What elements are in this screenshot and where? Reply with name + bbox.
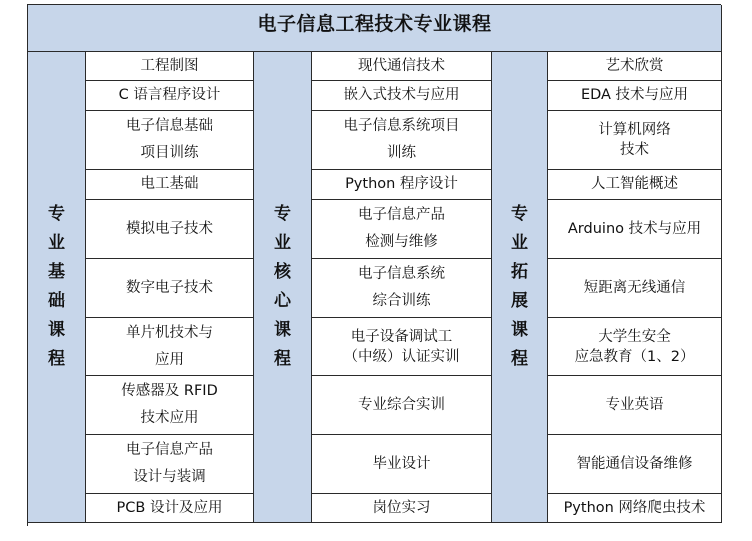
basic-course: PCB 设计及应用 <box>86 494 254 523</box>
core-course: 专业综合实训 <box>312 376 492 435</box>
extension-course: 计算机网络 技术 <box>548 111 722 170</box>
extension-course: 专业英语 <box>548 376 722 435</box>
basic-course: 电工基础 <box>86 170 254 200</box>
extension-course: 大学生安全 应急教育（1、2） <box>548 318 722 376</box>
core-course: 电子设备调试工 （中级）认证实训 <box>312 318 492 376</box>
category-core: 专业核心课程 <box>254 52 312 523</box>
table-title: 电子信息工程技术专业课程 <box>28 5 722 52</box>
basic-course: 模拟电子技术 <box>86 200 254 259</box>
core-course: 电子信息系统项目 训练 <box>312 111 492 170</box>
extension-course: Arduino 技术与应用 <box>548 200 722 259</box>
extension-course: EDA 技术与应用 <box>548 81 722 111</box>
core-course: Python 程序设计 <box>312 170 492 200</box>
extension-course: 人工智能概述 <box>548 170 722 200</box>
extension-course: 短距离无线通信 <box>548 259 722 318</box>
extension-course: 智能通信设备维修 <box>548 435 722 494</box>
basic-course: 传感器及 RFID 技术应用 <box>86 376 254 435</box>
curriculum-table <box>27 4 721 526</box>
basic-course: 电子信息基础 项目训练 <box>86 111 254 170</box>
category-basic: 专业基础课程 <box>28 52 86 523</box>
extension-course: Python 网络爬虫技术 <box>548 494 722 523</box>
category-extension: 专业拓展课程 <box>492 52 548 523</box>
core-course: 电子信息系统 综合训练 <box>312 259 492 318</box>
basic-course: 工程制图 <box>86 52 254 81</box>
extension-course: 艺术欣赏 <box>548 52 722 81</box>
basic-course: 电子信息产品 设计与装调 <box>86 435 254 494</box>
core-course: 现代通信技术 <box>312 52 492 81</box>
core-course: 电子信息产品 检测与维修 <box>312 200 492 259</box>
core-course: 毕业设计 <box>312 435 492 494</box>
basic-course: 单片机技术与 应用 <box>86 318 254 376</box>
core-course: 嵌入式技术与应用 <box>312 81 492 111</box>
basic-course: C 语言程序设计 <box>86 81 254 111</box>
core-course: 岗位实习 <box>312 494 492 523</box>
basic-course: 数字电子技术 <box>86 259 254 318</box>
